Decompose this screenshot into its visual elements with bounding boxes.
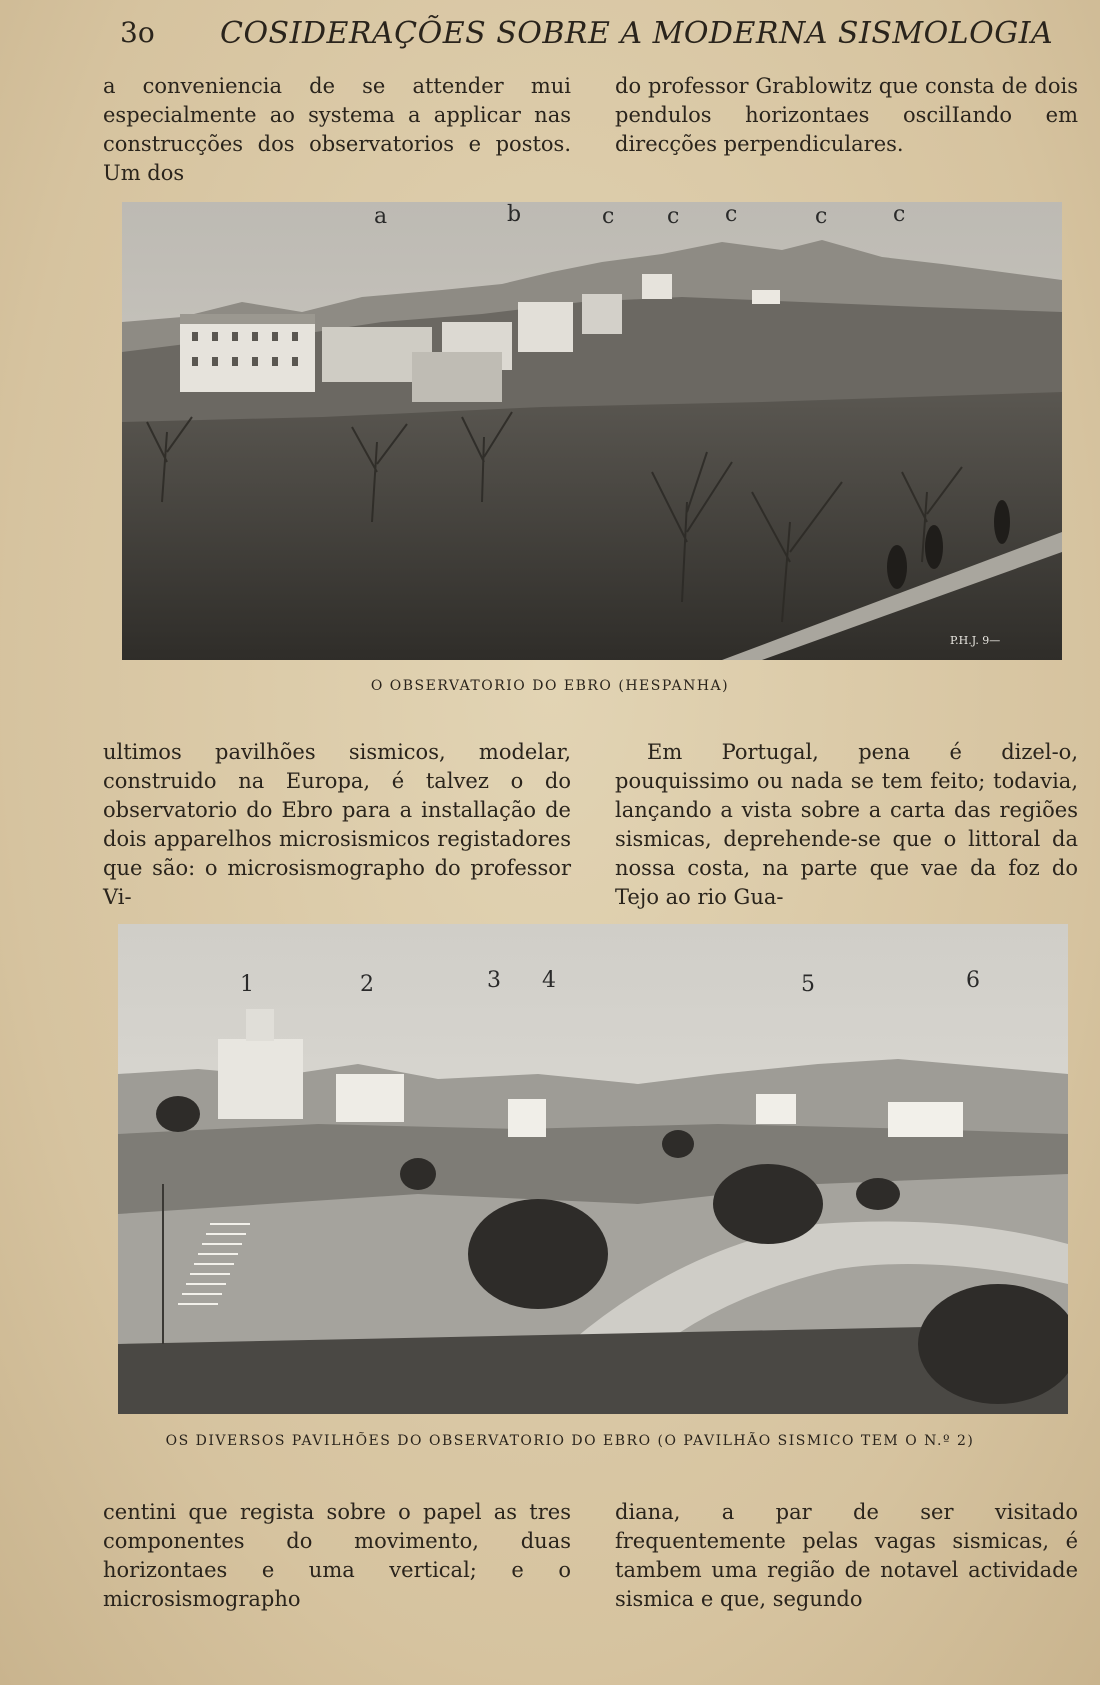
annotation-c: c [667, 204, 680, 229]
paragraph: do professor Grablowitz que consta de dois pendulos horizontaes oscilIando em direcções perpendiculares. [615, 74, 1078, 156]
paragraph: a conveniencia de se attender mui especialmente ao systema a applicar nas construcções dos observatorios e postos. Um dos [103, 74, 571, 185]
landscape-illustration [122, 202, 1062, 660]
annotation-c: c [893, 202, 906, 227]
paragraph: ultimos pavilhões sismicos, modelar, construido na Europa, é talvez o do observatorio do Ebro para a installação de dois apparelhos microsismicos registadores que são: o microsismographo do professor Vi- [103, 740, 571, 909]
middle-right-column [615, 738, 1078, 912]
annotation-1: 1 [240, 972, 254, 997]
annotation-c: c [602, 204, 615, 229]
annotation-c: c [725, 202, 738, 227]
top-left-column [103, 72, 571, 188]
annotation-c: c [815, 204, 828, 229]
photo-observatorio-ebro [122, 202, 1062, 660]
figure-caption-1: O OBSERVATORIO DO EBRO (HESPANHA) [370, 678, 730, 694]
page-number: 3o [120, 16, 155, 49]
paragraph: centini que regista sobre o papel as tres componentes do movimento, duas horizontaes e uma vertical; e o microsismographo [103, 1500, 571, 1611]
running-title: COSIDERAÇÕES SOBRE A MODERNA SISMOLOGIA [220, 16, 1054, 51]
annotation-3: 3 [487, 968, 501, 993]
running-header [120, 14, 1054, 58]
landscape-illustration [118, 924, 1068, 1414]
paragraph: Em Portugal, pena é dizel-o, pouquissimo ou nada se tem feito; todavia, lançando a vista sobre a carta das regiões sismicas, deprehende-se que o littoral da nossa costa, na parte que vae da foz do Tejo ao rio Gua- [615, 740, 1078, 909]
bottom-right-column [615, 1498, 1078, 1614]
bottom-left-column [103, 1498, 571, 1614]
top-right-column [615, 72, 1078, 159]
figure-caption-2: OS DIVERSOS PAVILHÕES DO OBSERVATORIO DO EBRO (O PAVILHÃO SISMICO TEM O N.º 2) [165, 1433, 975, 1449]
paragraph: diana, a par de ser visitado frequentemente pelas vagas sismicas, é tambem uma região de notavel actividade sismica e que, segundo [615, 1500, 1078, 1611]
annotation-4: 4 [542, 968, 556, 993]
photo-pavilhoes-ebro [118, 924, 1068, 1414]
photo-signature: P.H.J. 9— [950, 634, 1001, 647]
annotation-5: 5 [801, 972, 815, 997]
middle-left-column [103, 738, 571, 912]
annotation-a: a [374, 204, 388, 229]
annotation-2: 2 [360, 972, 374, 997]
annotation-b: b [507, 202, 522, 227]
annotation-6: 6 [966, 968, 980, 993]
